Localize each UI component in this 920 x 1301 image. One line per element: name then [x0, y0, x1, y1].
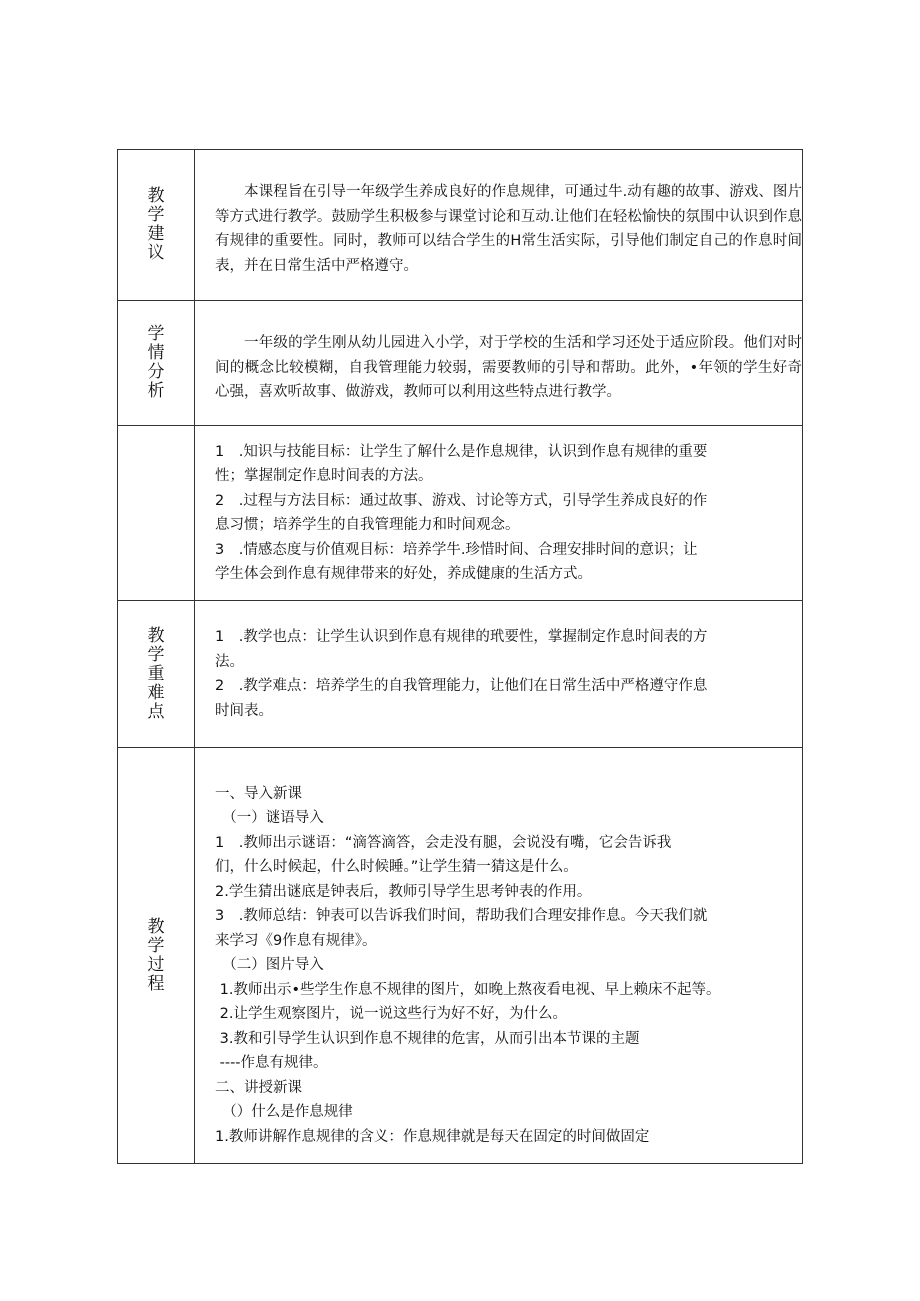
list-item: （）什么是作息规律: [215, 1104, 353, 1121]
row-content-cell: [195, 301, 803, 426]
list-item: 1 .教师出示谜语：“滴答滴答，会走没有腿，会说没有嘴，它会告诉我: [215, 834, 672, 851]
row-content-cell: [195, 150, 803, 301]
list-item: 2 .教学难点：培养学生的自我管理能力，让他们在日常生活中严格遵守作息: [215, 678, 708, 694]
key-points-list: [195, 625, 802, 723]
teaching-suggestion-text: 本课程旨在引导一年级学生养成良好的作息规律，可通过牛.动有趣的故事、游戏、图片等方式进行教学。鼓励学生积极参与课堂讨论和互动.让他们在轻松愉快的氛围中认识到作息有规律的重要性。同时，教师可以结合学生的H常生活实际，引导他们制定自己的作息时间表，并在日常生活中严格遵守。: [215, 184, 802, 274]
row-label: 教学过程: [147, 916, 165, 994]
list-item: 1.教师讲解作息规律的含义：作息规律就是每天在固定的时间做固定: [215, 1128, 650, 1145]
list-item: ----作息有规律。: [215, 1055, 328, 1072]
list-item: （一）谜语导入: [215, 810, 324, 827]
row-label-cell: [118, 748, 195, 1164]
row-content-cell: [195, 426, 803, 601]
list-item: 3.教和引导学生认识到作息不规律的危害，从而引出本节课的主题: [215, 1030, 640, 1047]
row-label: 教学建议: [147, 186, 165, 263]
list-item: 法。: [215, 653, 244, 670]
list-item: 们，什么时候起，什么时候睡。”让学生猜一猜这是什么。: [215, 859, 578, 876]
list-item: 时间表。: [215, 702, 273, 719]
list-item: 1 .知识与技能目标：让学生了解什么是作息规律，认识到作息有规律的重要: [215, 443, 708, 460]
table-row: [118, 748, 803, 1164]
list-item: 息习惯；培养学生的自我管理能力和时间观念。: [215, 517, 520, 533]
row-label: 学情分析: [147, 324, 165, 401]
list-item: 学生体会到作息有规律带来的好处，养成健康的生活方式。: [215, 566, 592, 582]
list-item: 3 .教师总结：钟表可以告诉我们时间，帮助我们合理安排作息。今天我们就: [215, 908, 708, 925]
row-label-cell: [118, 601, 195, 748]
row-label-cell: [118, 301, 195, 426]
row-content-cell: [195, 601, 803, 748]
list-item: 二、讲授新课: [215, 1079, 302, 1096]
list-item: 1.教师出示•些学生作息不规律的图片，如晚上熬夜看电视、早上赖床不起等。: [215, 981, 721, 998]
row-label: 教学重难点: [147, 625, 165, 722]
list-item: 1 .教学也点：让学生认识到作息有规律的玳要性，掌握制定作息时间表的方: [215, 629, 708, 645]
table-row: [118, 150, 803, 301]
list-item: 3 .情感态度与价值观目标：培养学牛.珍惜时间、合理安排时间的意识；让: [215, 541, 698, 558]
objectives-list: [195, 440, 802, 587]
list-item: （二）图片导入: [215, 957, 324, 974]
teaching-process-list: [195, 762, 802, 1150]
table-row: [118, 601, 803, 748]
list-item: 性；掌握制定作息时间表的方法。: [215, 468, 433, 484]
table-row: [118, 426, 803, 601]
table-row: [118, 301, 803, 426]
row-label-cell: [118, 426, 195, 601]
list-item: 2.让学生观察图片，说一说这些行为好不好，为什么。: [215, 1006, 567, 1023]
list-item: 2.学生猜出谜底是钟表后，教师引导学生思考钟表的作用。: [215, 883, 592, 900]
student-analysis-text: 一年级的学生刚从幼儿园进入小学，对于学校的生活和学习还处于适应阶段。他们对时间的概念比较模糊，自我管理能力较弱，需要教师的引导和帮助。此外，•年领的学生好奇心强，喜欢听故事、做游戏，教师可以利用这些特点进行教学。: [215, 335, 802, 401]
list-item: 来学习《9作息有规律》。: [215, 932, 377, 949]
row-content-cell: [195, 748, 803, 1164]
lesson-plan-table: [117, 149, 803, 1164]
row-label-cell: [118, 150, 195, 301]
list-item: 一、导入新课: [215, 785, 302, 802]
list-item: 2 .过程与方法目标：通过故事、游戏、讨论等方式，引导学生养成良好的作: [215, 492, 708, 509]
